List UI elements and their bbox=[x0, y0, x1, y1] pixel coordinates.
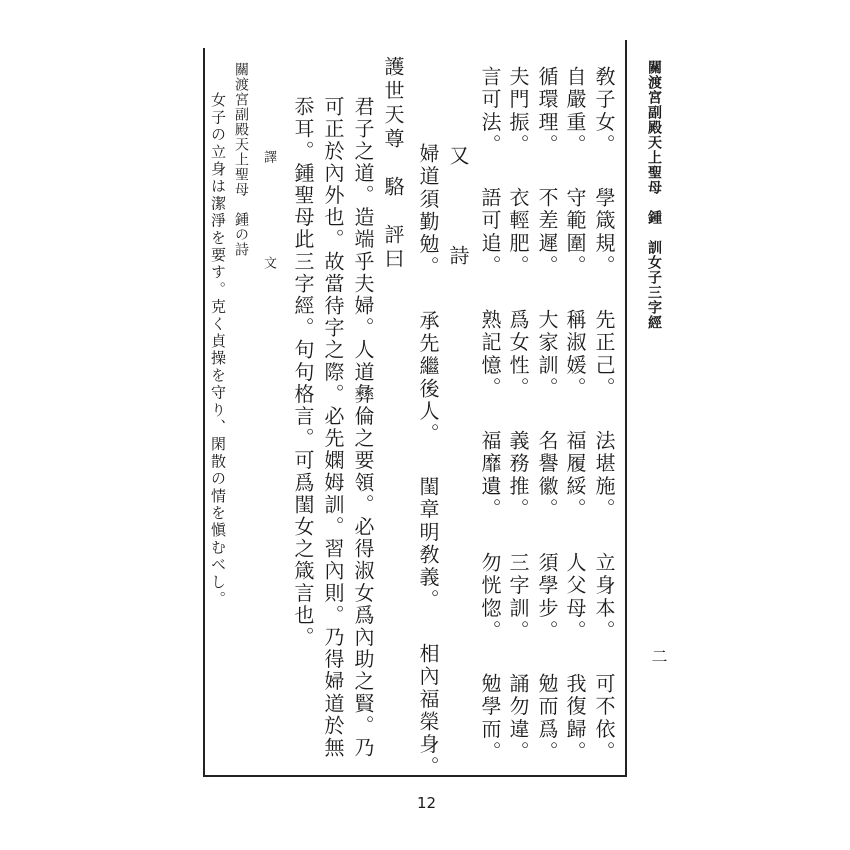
translation-heading: 譯 文 bbox=[261, 150, 276, 309]
commentary-heading: 護世天尊 駱 評曰 bbox=[381, 56, 405, 272]
commentary-line-2: 可正於內外也。故當待字之際。必先嫻姆訓。習內則。乃得婦道於無 bbox=[321, 96, 345, 759]
translation-subheading: 關渡宮副殿天上聖母 鍾の詩 bbox=[233, 62, 249, 257]
frame-left-rule bbox=[203, 48, 205, 777]
frame-right-rule bbox=[625, 40, 627, 777]
translation-text: 女子の立身は潔淨を要す。克く貞操を守り、閑散の情を愼むべし。 bbox=[209, 92, 227, 608]
section-title: 又 詩 bbox=[446, 145, 470, 295]
poem-line-1: 敎子女。 學箴規。 先正己。 法堪施。 立身本。 可不依。 bbox=[592, 66, 616, 764]
commentary-line-3: 忝耳。鍾聖母此三字經。句句格言。可爲閨女之箴言也。 bbox=[291, 96, 315, 649]
poem-line-4: 夫門振。 衣輕肥。 爲女性。 義務推。 三字訓。 誦勿違。 bbox=[506, 66, 530, 764]
page-number: 12 bbox=[417, 794, 437, 812]
frame-bottom-rule bbox=[203, 775, 627, 777]
side-page-number: 二 bbox=[649, 648, 668, 666]
verse-line: 婦道須勤勉。 承先繼後人。 閨章明敎義。 相內福榮身。 bbox=[416, 143, 440, 779]
poem-line-5: 言可法。 語可追。 熟記憶。 福靡遺。 勿恍惚。 勉學而。 bbox=[478, 66, 502, 764]
poem-line-2: 自嚴重。 守範圍。 稱淑媛。 福履綏。 人父母。 我復歸。 bbox=[563, 66, 587, 764]
running-header: 關渡宮副殿天上聖母 鍾 訓女子三字經 bbox=[646, 60, 662, 330]
poem-line-3: 循環理。 不差遲。 大家訓。 名譽徽。 須學步。 勉而爲。 bbox=[535, 66, 559, 764]
commentary-line-1: 君子之道。造端乎夫婦。人道彝倫之要領。必得淑女爲內助之賢。乃 bbox=[351, 96, 375, 759]
